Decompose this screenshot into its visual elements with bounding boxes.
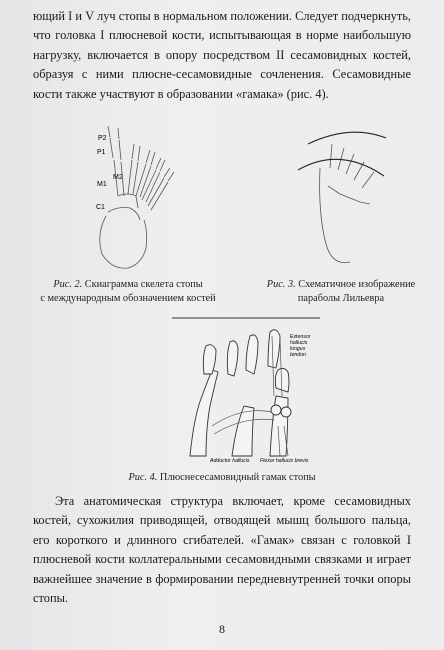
fig2-label-m2: M2 xyxy=(113,174,123,181)
fig4-label-extensor: Extensor xyxy=(290,334,311,340)
fig2-caption-prefix: Рис. 2. xyxy=(53,279,83,290)
fig3-caption-line1: Схематичное изображение xyxy=(298,279,416,290)
figure-4-caption xyxy=(0,471,444,485)
fig2-label-p1: P1 xyxy=(97,149,106,156)
fig3-caption-prefix: Рис. 3. xyxy=(266,279,296,290)
fig2-label-c1: C1 xyxy=(96,204,105,211)
fig4-label-flexor: Flexor hallucis brevis xyxy=(260,458,309,464)
figure-4-sesamoid-hammock xyxy=(172,316,322,466)
figure-3-caption xyxy=(246,278,436,305)
bottom-paragraph: Эта анатомическая структура включает, кроме сесамовидных костей, сухожилия приводящей, отводящей мышц большого пальца, его короткого и длинного сгибателей. «Гамак» связан с головкой I плюсневой кости коллатеральными сесамовидными связками и играет важнейшее значение в формировании передневнутренней точки опоры стопы. xyxy=(33,494,411,606)
fig2-caption-line1: Скиаграмма скелета стопы xyxy=(84,279,203,290)
fig4-caption-prefix: Рис. 4. xyxy=(128,472,158,483)
fig2-caption-line2: с международным обозначением костей xyxy=(40,292,216,304)
fig4-label-adductor: Adductor hallucis xyxy=(210,458,250,464)
page-number: 8 xyxy=(219,622,225,636)
fig2-label-m1: M1 xyxy=(97,181,107,188)
fig3-caption-line2: параболы Лильевра xyxy=(297,292,385,304)
fig4-caption-text: Плюснесесамовидный гамак стопы xyxy=(159,472,316,483)
fig4-label-longus: longus xyxy=(290,346,306,352)
figure-2-caption xyxy=(33,278,223,305)
top-paragraph: ющий I и V луч стопы в нормальном положении. Следует подчеркнуть, что головка I плюсневой кости, испытывающая в норме наибольшую нагрузку, включается в опору посредством II сесамовидных костей, образуя с ними плюсне-сесамовидные сочленения. Сесамовидные кости также участвуют в образовании «гамака» (рис. 4). xyxy=(33,9,411,101)
fig2-label-p2: P2 xyxy=(98,135,107,142)
figure-2-foot-skeleton xyxy=(88,124,188,272)
figure-3-parabola-schematic xyxy=(290,124,390,272)
fig4-label-hallucis: hallucis xyxy=(290,340,308,346)
fig4-label-tendon: tendon xyxy=(290,352,306,358)
